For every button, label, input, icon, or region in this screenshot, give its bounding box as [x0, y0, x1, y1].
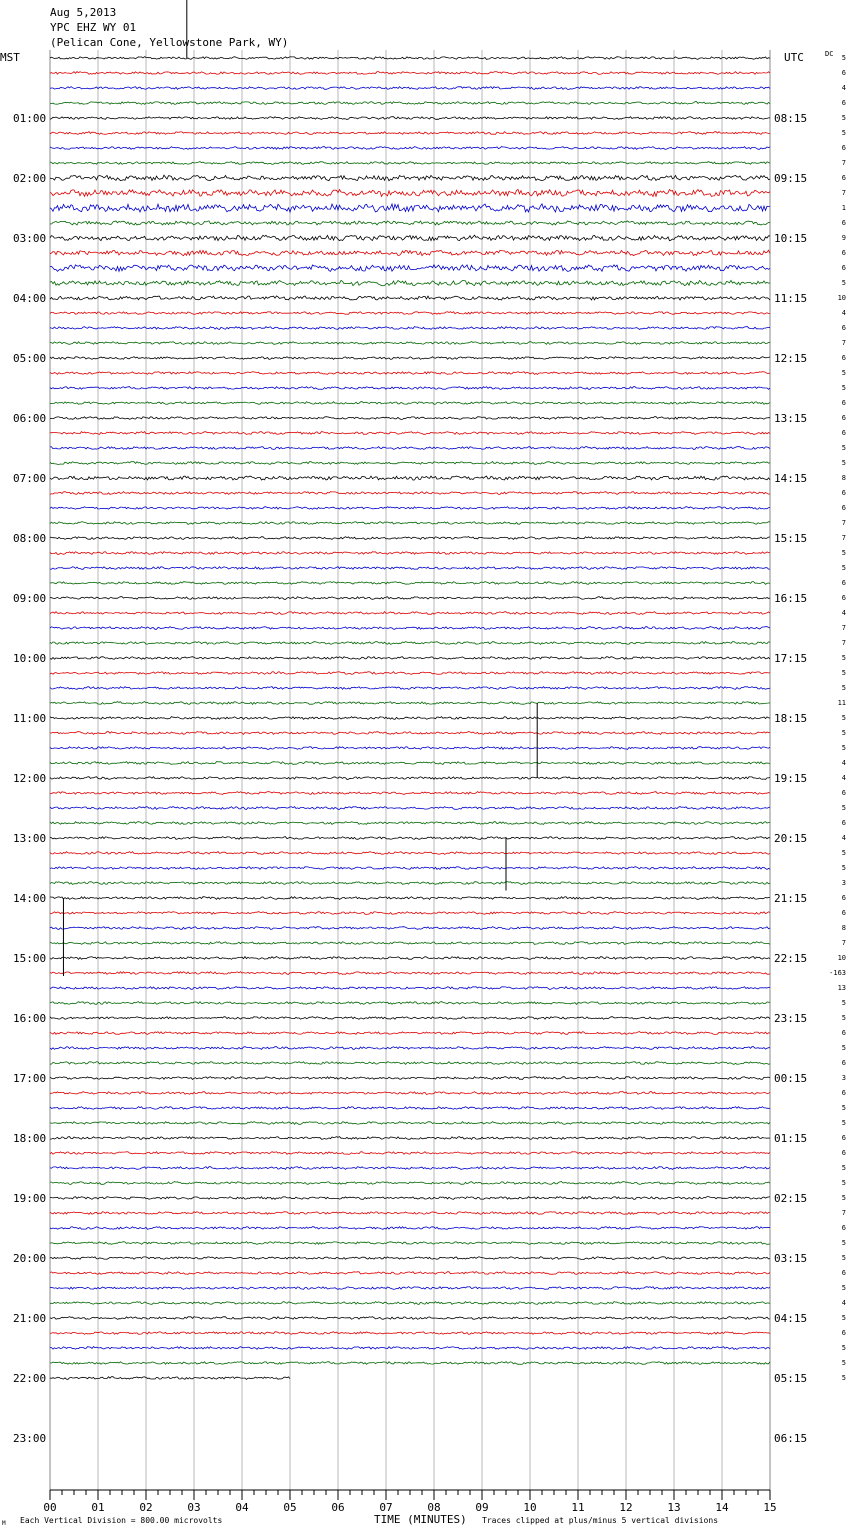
trace-73 [50, 1152, 770, 1155]
dc-offset-63: 5 [841, 999, 846, 1007]
trace-82 [50, 1287, 770, 1290]
dc-offset-22: 5 [841, 384, 846, 392]
trace-22 [50, 387, 770, 390]
dc-offset-18: 6 [841, 324, 846, 332]
mst-label-15:00: 15:00 [13, 952, 47, 965]
dc-offset-9: 7 [841, 189, 846, 197]
trace-32 [50, 537, 770, 540]
dc-offset-28: 8 [841, 474, 846, 482]
x-tick-label-15: 15 [763, 1501, 777, 1514]
station-code: YPC EHZ WY 01 [50, 21, 137, 34]
dc-offset-70: 5 [841, 1104, 846, 1112]
dc-offset-29: 6 [841, 489, 846, 497]
left-axis-title: MST [0, 51, 20, 64]
trace-41 [50, 672, 770, 675]
trace-20 [50, 357, 770, 360]
trace-75 [50, 1182, 770, 1185]
dc-offset-61: -163 [829, 969, 846, 977]
scale-note: Each Vertical Division = 800.00 microvolts [20, 1516, 223, 1525]
x-tick-label-02: 02 [139, 1501, 153, 1514]
trace-16 [50, 296, 770, 300]
mst-label-09:00: 09:00 [13, 592, 47, 605]
trace-72 [50, 1137, 770, 1140]
dc-offset-88: 5 [841, 1374, 846, 1382]
dc-offset-66: 5 [841, 1044, 846, 1052]
utc-label-5: 13:15 [774, 412, 808, 425]
dc-offset-71: 5 [841, 1119, 846, 1127]
trace-87 [50, 1362, 770, 1365]
dc-offset-40: 5 [841, 654, 846, 662]
x-tick-label-10: 10 [523, 1501, 537, 1514]
dc-offset-15: 5 [841, 279, 846, 287]
trace-3 [50, 102, 770, 105]
utc-label-14: 22:15 [774, 952, 808, 965]
utc-label-13: 21:15 [774, 892, 808, 905]
trace-88 [50, 1377, 290, 1380]
dc-offset-35: 6 [841, 579, 846, 587]
utc-label-19: 03:15 [774, 1252, 808, 1265]
trace-79 [50, 1242, 770, 1245]
dc-offset-38: 7 [841, 624, 846, 632]
trace-63 [50, 1002, 770, 1005]
dc-offset-83: 4 [841, 1299, 846, 1307]
dc-offset-45: 5 [841, 729, 846, 737]
trace-8 [50, 175, 770, 181]
dc-offset-59: 7 [841, 939, 846, 947]
trace-58 [50, 927, 770, 930]
trace-30 [50, 507, 770, 510]
trace-2 [50, 87, 770, 90]
trace-21 [50, 372, 770, 375]
dc-offset-46: 5 [841, 744, 846, 752]
trace-25 [50, 432, 770, 435]
mst-label-12:00: 12:00 [13, 772, 47, 785]
trace-45 [50, 732, 770, 735]
mst-label-22:00: 22:00 [13, 1372, 47, 1385]
dc-offset-20: 6 [841, 354, 846, 362]
dc-offset-7: 7 [841, 159, 846, 167]
utc-label-0: 08:15 [774, 112, 808, 125]
x-tick-label-01: 01 [91, 1501, 105, 1514]
trace-47 [50, 762, 770, 765]
header [50, 6, 288, 49]
dc-offset-14: 6 [841, 264, 846, 272]
dc-offset-0: 5 [841, 54, 846, 62]
trace-44 [50, 717, 770, 720]
trace-61 [50, 972, 770, 975]
trace-37 [50, 612, 770, 615]
dc-offset-34: 5 [841, 564, 846, 572]
mst-label-10:00: 10:00 [13, 652, 47, 665]
mst-label-23:00: 23:00 [13, 1432, 47, 1445]
trace-39 [50, 642, 770, 645]
utc-label-21: 05:15 [774, 1372, 808, 1385]
trace-84 [50, 1317, 770, 1320]
mst-label-08:00: 08:00 [13, 532, 47, 545]
dc-offset-32: 7 [841, 534, 846, 542]
trace-64 [50, 1017, 770, 1020]
dc-offset-53: 5 [841, 849, 846, 857]
trace-54 [50, 867, 770, 870]
trace-49 [50, 792, 770, 795]
dc-offset-10: 1 [841, 204, 846, 212]
trace-0 [50, 57, 770, 60]
x-tick-label-00: 00 [43, 1501, 57, 1514]
event-spikes [63, 0, 537, 976]
mst-label-20:00: 20:00 [13, 1252, 47, 1265]
dc-offset-2: 4 [841, 84, 846, 92]
dc-offset-54: 5 [841, 864, 846, 872]
dc-offset-60: 10 [837, 954, 846, 962]
corner-mark: M [2, 1520, 6, 1527]
utc-label-22: 06:15 [774, 1432, 808, 1445]
utc-label-20: 04:15 [774, 1312, 808, 1325]
x-axis [43, 1490, 776, 1514]
trace-1 [50, 72, 770, 75]
trace-50 [50, 807, 770, 810]
trace-29 [50, 492, 770, 495]
trace-57 [50, 912, 770, 915]
dc-offset-48: 4 [841, 774, 846, 782]
trace-51 [50, 822, 770, 825]
dc-offset-26: 5 [841, 444, 846, 452]
x-tick-label-05: 05 [283, 1501, 297, 1514]
trace-66 [50, 1047, 770, 1050]
dc-offset-30: 6 [841, 504, 846, 512]
dc-offset-1: 6 [841, 69, 846, 77]
trace-6 [50, 147, 770, 150]
mst-label-13:00: 13:00 [13, 832, 47, 845]
dc-offset-43: 11 [837, 699, 846, 707]
dc-offset-24: 6 [841, 414, 846, 422]
dc-offset-80: 5 [841, 1254, 846, 1262]
dc-offset-52: 4 [841, 834, 846, 842]
dc-offset-85: 6 [841, 1329, 846, 1337]
dc-offset-55: 3 [841, 879, 846, 887]
trace-78 [50, 1227, 770, 1230]
dc-offset-13: 6 [841, 249, 846, 257]
trace-81 [50, 1272, 770, 1275]
x-axis-title: TIME (MINUTES) [374, 1513, 467, 1526]
x-tick-label-04: 04 [235, 1501, 249, 1514]
dc-offset-72: 6 [841, 1134, 846, 1142]
trace-83 [50, 1302, 770, 1305]
mst-label-02:00: 02:00 [13, 172, 47, 185]
trace-69 [50, 1092, 770, 1095]
utc-hour-labels [774, 112, 807, 1445]
trace-56 [50, 897, 770, 900]
trace-67 [50, 1062, 770, 1065]
dc-offset-4: 5 [841, 114, 846, 122]
trace-28 [50, 476, 770, 480]
trace-15 [50, 280, 770, 285]
dc-offset-25: 6 [841, 429, 846, 437]
trace-12 [50, 235, 770, 241]
dc-offset-36: 6 [841, 594, 846, 602]
x-tick-label-07: 07 [379, 1501, 393, 1514]
trace-10 [50, 204, 770, 212]
dc-offset-6: 6 [841, 144, 846, 152]
trace-27 [50, 462, 770, 465]
trace-76 [50, 1197, 770, 1200]
utc-label-10: 18:15 [774, 712, 808, 725]
trace-18 [50, 327, 770, 330]
trace-48 [50, 777, 770, 780]
utc-label-16: 00:15 [774, 1072, 808, 1085]
dc-offset-78: 6 [841, 1224, 846, 1232]
dc-offset-16: 10 [837, 294, 846, 302]
dc-offset-5: 5 [841, 129, 846, 137]
dc-offset-19: 7 [841, 339, 846, 347]
dc-offset-74: 5 [841, 1164, 846, 1172]
dc-offset-58: 8 [841, 924, 846, 932]
dc-offset-81: 6 [841, 1269, 846, 1277]
utc-label-15: 23:15 [774, 1012, 808, 1025]
dc-offset-51: 6 [841, 819, 846, 827]
trace-35 [50, 582, 770, 585]
trace-68 [50, 1077, 770, 1080]
record-date: Aug 5,2013 [50, 6, 117, 19]
dc-offset-76: 5 [841, 1194, 846, 1202]
trace-40 [50, 657, 770, 660]
dc-offset-23: 6 [841, 399, 846, 407]
mst-label-06:00: 06:00 [13, 412, 47, 425]
dc-offset-39: 7 [841, 639, 846, 647]
dc-offset-37: 4 [841, 609, 846, 617]
mst-label-21:00: 21:00 [13, 1312, 47, 1325]
dc-offset-79: 5 [841, 1239, 846, 1247]
dc-offset-65: 6 [841, 1029, 846, 1037]
trace-43 [50, 702, 770, 705]
trace-65 [50, 1032, 770, 1035]
x-tick-label-03: 03 [187, 1501, 201, 1514]
seismic-traces [50, 57, 770, 1380]
trace-31 [50, 522, 770, 525]
trace-5 [50, 132, 770, 135]
dc-offset-67: 6 [841, 1059, 846, 1067]
dc-offset-17: 4 [841, 309, 846, 317]
x-tick-label-12: 12 [619, 1501, 633, 1514]
dc-offset-31: 7 [841, 519, 846, 527]
dc-offset-27: 5 [841, 459, 846, 467]
x-tick-label-09: 09 [475, 1501, 489, 1514]
dc-offset-84: 5 [841, 1314, 846, 1322]
dc-offset-75: 5 [841, 1179, 846, 1187]
dc-offset-57: 6 [841, 909, 846, 917]
footer [2, 1513, 718, 1527]
dc-offset-8: 6 [841, 174, 846, 182]
trace-55 [50, 882, 770, 885]
utc-label-8: 16:15 [774, 592, 808, 605]
utc-label-4: 12:15 [774, 352, 808, 365]
dc-offset-42: 5 [841, 684, 846, 692]
dc-offset-64: 5 [841, 1014, 846, 1022]
x-tick-label-11: 11 [571, 1501, 585, 1514]
mst-label-11:00: 11:00 [13, 712, 47, 725]
utc-label-7: 15:15 [774, 532, 808, 545]
dc-offset-82: 5 [841, 1284, 846, 1292]
right-axis-title: UTC [784, 51, 804, 64]
x-tick-label-08: 08 [427, 1501, 441, 1514]
trace-26 [50, 447, 770, 450]
trace-34 [50, 567, 770, 570]
trace-77 [50, 1212, 770, 1215]
dc-offset-86: 5 [841, 1344, 846, 1352]
trace-36 [50, 597, 770, 600]
utc-label-17: 01:15 [774, 1132, 808, 1145]
dc-offset-49: 6 [841, 789, 846, 797]
trace-14 [50, 265, 770, 272]
clip-note: Traces clipped at plus/minus 5 vertical divisions [482, 1516, 719, 1525]
dc-offset-3: 6 [841, 99, 846, 107]
utc-label-6: 14:15 [774, 472, 808, 485]
mst-label-01:00: 01:00 [13, 112, 47, 125]
dc-offset-44: 5 [841, 714, 846, 722]
mst-label-07:00: 07:00 [13, 472, 47, 485]
trace-38 [50, 627, 770, 630]
dc-offset-56: 6 [841, 894, 846, 902]
trace-46 [50, 747, 770, 750]
mst-label-16:00: 16:00 [13, 1012, 47, 1025]
mst-label-04:00: 04:00 [13, 292, 47, 305]
dc-column-title: DC [825, 50, 834, 58]
trace-74 [50, 1167, 770, 1170]
dc-offset-68: 3 [841, 1074, 846, 1082]
trace-4 [50, 117, 770, 120]
mst-hour-labels [13, 112, 46, 1445]
trace-86 [50, 1347, 770, 1350]
trace-59 [50, 942, 770, 945]
dc-offset-11: 6 [841, 219, 846, 227]
dc-offset-73: 6 [841, 1149, 846, 1157]
x-tick-label-06: 06 [331, 1501, 345, 1514]
mst-label-03:00: 03:00 [13, 232, 47, 245]
trace-60 [50, 957, 770, 960]
trace-85 [50, 1332, 770, 1335]
dc-offset-12: 9 [841, 234, 846, 242]
utc-label-3: 11:15 [774, 292, 808, 305]
trace-53 [50, 852, 770, 855]
dc-offset-41: 5 [841, 669, 846, 677]
trace-80 [50, 1257, 770, 1260]
mst-label-05:00: 05:00 [13, 352, 47, 365]
dc-offset-69: 6 [841, 1089, 846, 1097]
dc-offset-21: 5 [841, 369, 846, 377]
utc-label-11: 19:15 [774, 772, 808, 785]
trace-24 [50, 417, 770, 420]
utc-label-9: 17:15 [774, 652, 808, 665]
mst-label-19:00: 19:00 [13, 1192, 47, 1205]
trace-11 [50, 221, 770, 225]
mst-label-14:00: 14:00 [13, 892, 47, 905]
trace-13 [50, 250, 770, 256]
dc-offset-87: 5 [841, 1359, 846, 1367]
trace-17 [50, 312, 770, 315]
dc-offset-47: 4 [841, 759, 846, 767]
trace-71 [50, 1122, 770, 1125]
utc-label-1: 09:15 [774, 172, 808, 185]
dc-offset-50: 5 [841, 804, 846, 812]
mst-label-18:00: 18:00 [13, 1132, 47, 1145]
utc-label-12: 20:15 [774, 832, 808, 845]
trace-70 [50, 1107, 770, 1110]
dc-offset-62: 13 [837, 984, 846, 992]
utc-label-2: 10:15 [774, 232, 808, 245]
station-location: (Pelican Cone, Yellowstone Park, WY) [50, 36, 289, 49]
trace-23 [50, 402, 770, 405]
trace-9 [50, 190, 770, 197]
trace-62 [50, 987, 770, 990]
trace-19 [50, 342, 770, 345]
dc-offset-33: 5 [841, 549, 846, 557]
utc-label-18: 02:15 [774, 1192, 808, 1205]
x-tick-label-13: 13 [667, 1501, 681, 1514]
dc-offset-77: 7 [841, 1209, 846, 1217]
trace-33 [50, 552, 770, 555]
trace-7 [50, 162, 770, 165]
x-tick-label-14: 14 [715, 1501, 729, 1514]
mst-label-17:00: 17:00 [13, 1072, 47, 1085]
trace-52 [50, 837, 770, 840]
dc-offset-labels [829, 54, 846, 1382]
trace-42 [50, 687, 770, 690]
